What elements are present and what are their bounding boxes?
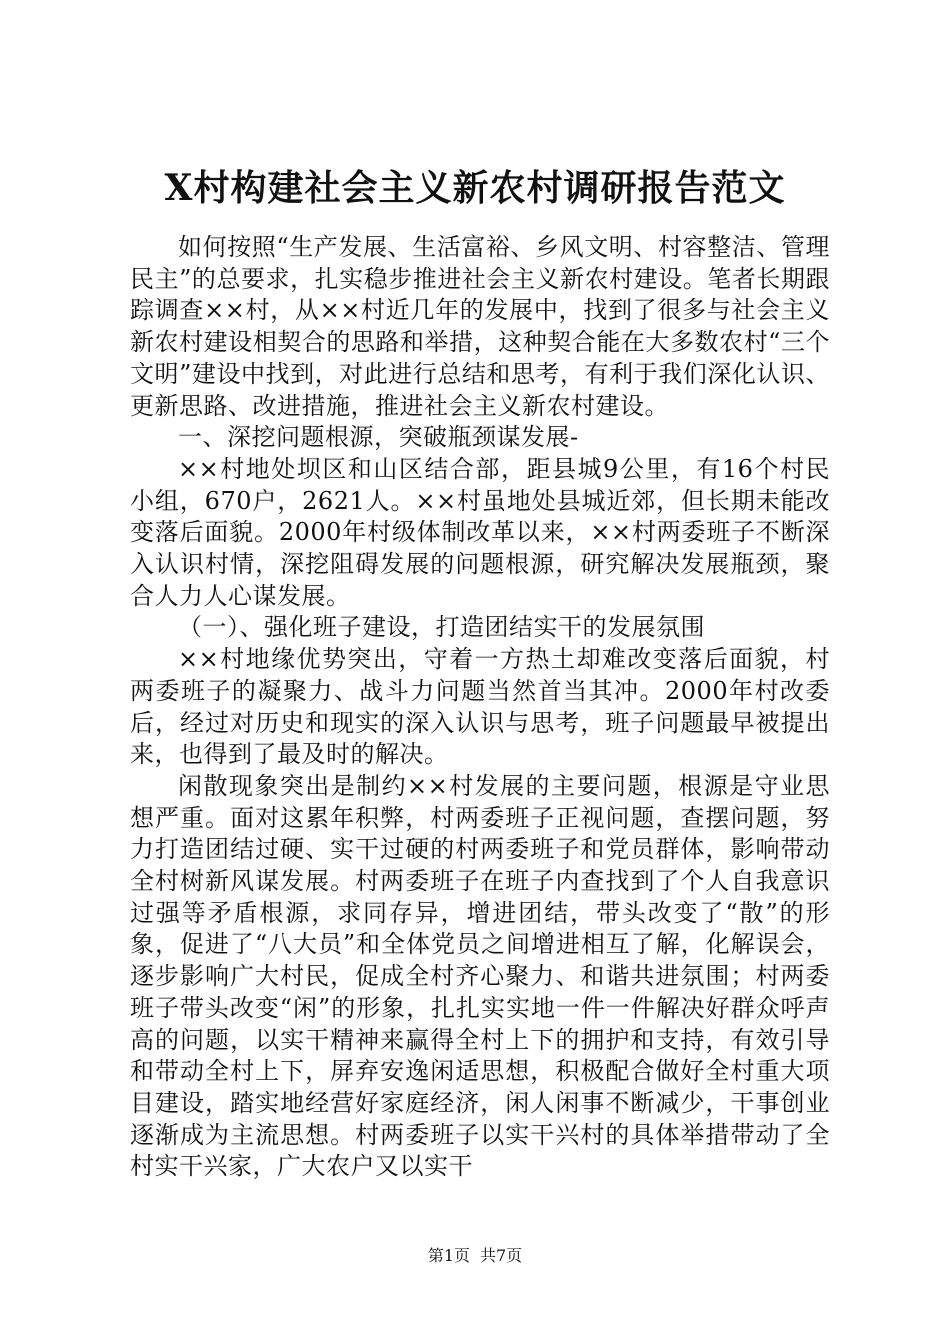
paragraph-village-overview: ××村地处坝区和山区结合部，距县城9公里，有16个村民小组，670户，2621人。××村虽地处县城近郊，但长期未能改变落后面貌。2000年村级体制改革以来，××村两委班子不断深入认识村情，深挖阻碍发展的问题根源，研究解决发展瓶颈，聚合人力人心谋发展。 xyxy=(130,454,830,610)
paragraph-team-building: ××村地缘优势突出，守着一方热土却难改变落后面貌，村两委班子的凝聚力、战斗力问题当然首当其冲。2000年村改委后，经过对历史和现实的深入认识与思考，班子问题最早被提出来，也得到了最及时的解决。 xyxy=(130,645,830,769)
paragraph-intro: 如何按照“生产发展、生活富裕、乡风文明、村容整洁、管理民主”的总要求，扎实稳步推进社会主义新农村建设。笔者长期跟踪调查××村，从××村近几年的发展中，找到了很多与社会主义新农村建设相契合的思路和举措，这种契合能在大多数农村“三个文明”建设中找到，对此进行总结和思考，有利于我们深化认识、更新思路、改进措施，推进社会主义新农村建设。 xyxy=(130,233,830,420)
page-footer xyxy=(0,1244,950,1268)
page-number: 第1页 xyxy=(427,1246,470,1265)
subsection-heading-1: （一）、强化班子建设，打造团结实干的发展氛围 xyxy=(178,613,705,642)
section-heading-1: 一、深挖问题根源，突破瓶颈谋发展- xyxy=(178,423,579,452)
document-body xyxy=(130,232,830,1183)
document-title: X村构建社会主义新农村调研报告范文 xyxy=(164,167,786,209)
page-total: 共7页 xyxy=(480,1246,523,1265)
paragraph-idleness-problem: 闲散现象突出是制约××村发展的主要问题，根源是守业思想严重。面对这累年积弊，村两委班子正视问题，查摆问题，努力打造团结过硬、实干过硬的村两委班子和党员群体，影响带动全村树新风谋发展。村两委班子在班子内查找到了个人自我意识过强等矛盾根源，求同存异，增进团结，带头改变了“散”的形象，促进了“八大员”和全体党员之间增进相互了解，化解误会，逐步影响广大村民，促成全村齐心聚力、和谐共进氛围；村两委班子带头改变“闲”的形象，扎扎实实地一件一件解决好群众呼声高的问题，以实干精神来赢得全村上下的拥护和支持，有效引导和带动全村上下，屏弃安逸闲适思想，积极配合做好全村重大项目建设，踏实地经营好家庭经济，闲人闲事不断减少，干事创业逐渐成为主流思想。村两委班子以实干兴村的具体举措带动了全村实干兴家，广大农户又以实干 xyxy=(130,771,830,1181)
